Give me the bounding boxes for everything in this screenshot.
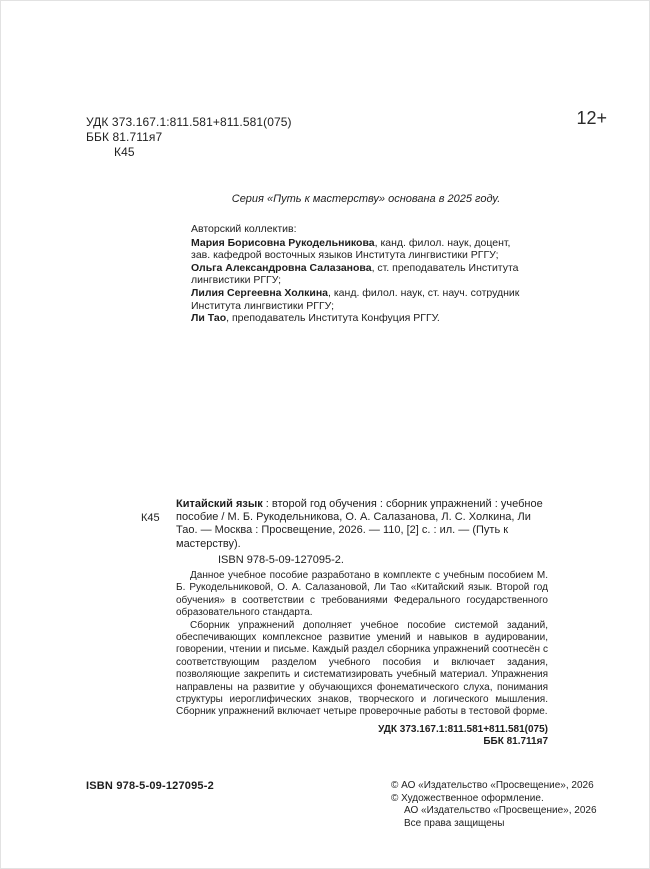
catalog-card: [141, 498, 548, 749]
udk-code: УДК 373.167.1:811.581+811.581(075): [86, 115, 292, 129]
copyright-line: © АО «Издательство «Просвещение», 2026: [391, 780, 594, 791]
annotation-paragraph: Сборник упражнений дополняет учебное пособие системой заданий, обеспечивающих комплексное развитие умений и навыков в аудировании, говорении, чтении и письме. Каждый раздел сборника упражнений соотнесён с соответствующим разделом учебного пособия и включает задания, позволяющие закрепить и систематизировать учебный материал. Упражнения направлены на развитие у обучающихся фонематического слуха, понимания структуры иероглифических знаков, творческого и логического мышления. Сборник упражнений включает четыре проверочные работы в тестовой форме.: [176, 619, 548, 718]
authors-block: [191, 223, 529, 325]
author-credentials: , преподаватель Института Конфуция РГГУ.: [226, 312, 440, 325]
author-name: Лилия Сергеевна Холкина: [191, 286, 329, 299]
author-name: Ли Тао: [191, 312, 227, 325]
author-credentials: , ст. преподаватель Института лингвистики РГГУ;: [191, 261, 519, 287]
catalog-description: : второй год обучения : сборник упражнений : учебное пособие / М. Б. Рукодельникова, О. А. Салазанова, Л. С. Холкина, Ли Тао. — Москва : Просвещение, 2026. — 110, [2] с. : ил. — (Путь к мастерству).: [176, 498, 543, 550]
copyright-line: АО «Издательство «Просвещение», 2026: [404, 805, 597, 817]
catalog-isbn: ISBN 978-5-09-127095-2.: [218, 553, 344, 566]
author-name: Ольга Александровна Салазанова: [191, 261, 372, 274]
author-entry: [191, 262, 529, 287]
author-entry: [191, 312, 529, 325]
copyright-line: Все права защищены: [404, 817, 505, 829]
author-credentials: , канд. филол. наук, доцент, зав. кафедрой восточных языков Института лингвистики РГГУ;: [191, 236, 511, 262]
catalog-author-sign: К45: [141, 512, 160, 524]
author-name: Мария Борисовна Рукодельникова: [191, 236, 375, 249]
author-credentials: , канд. филол. наук, ст. науч. сотрудник Института лингвистики РГГУ;: [191, 286, 520, 312]
udk-code-bold: УДК 373.167.1:811.581+811.581(075): [378, 723, 548, 735]
footer-isbn: ISBN 978-5-09-127095-2: [86, 780, 214, 792]
series-note: Серия «Путь к мастерству» основана в 2025 году.: [231, 193, 501, 205]
author-entry: [191, 287, 529, 312]
authors-heading: Авторский коллектив:: [191, 223, 297, 235]
age-rating-badge: 12+: [576, 108, 607, 128]
copyright-block: [391, 780, 621, 830]
bibliographic-codes: [86, 115, 292, 160]
bibliographic-codes-bold: [176, 724, 548, 749]
bbk-code-bold: ББК 81.711я7: [483, 736, 548, 748]
book-title: Китайский язык: [176, 498, 263, 510]
copyright-line: © Художественное оформление.: [391, 792, 544, 804]
author-sign-code: К45: [114, 145, 135, 159]
catalog-entry: [176, 498, 548, 551]
annotation-paragraph: Данное учебное пособие разработано в комплекте с учебным пособием М. Б. Рукодельниковой, О. А. Салазановой, Ли Тао «Китайский язык. Второй год обучения» в соответствии с требованиями Федерального государственного образовательного стандарта.: [176, 570, 548, 619]
author-entry: [191, 237, 529, 262]
bbk-code: ББК 81.711я7: [86, 130, 163, 144]
